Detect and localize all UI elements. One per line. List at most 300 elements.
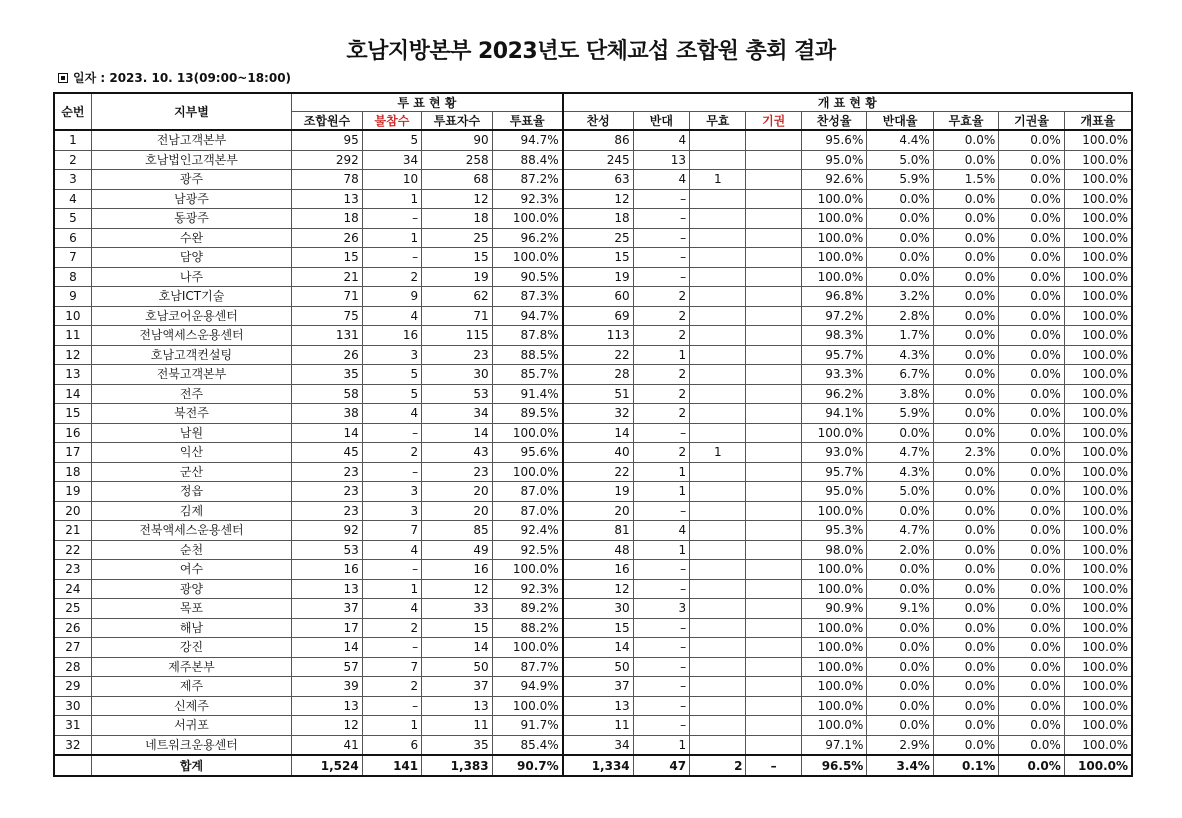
cell-seq: 16	[54, 423, 91, 443]
cell-invalid	[690, 345, 746, 365]
cell-turnout: 100.0%	[492, 423, 563, 443]
cell-yes-rate: 98.0%	[801, 540, 866, 560]
cell-invalid	[690, 501, 746, 521]
cell-voters: 11	[422, 716, 493, 736]
cell-members: 39	[292, 677, 363, 697]
cell-turnout: 87.8%	[492, 326, 563, 346]
cell-invalid	[690, 130, 746, 150]
cell-seq: 8	[54, 267, 91, 287]
cell-abstain-rate: 0.0%	[999, 618, 1064, 638]
cell-count-rate: 100.0%	[1064, 248, 1132, 268]
cell-members: 16	[292, 560, 363, 580]
cell-no: 3	[633, 599, 689, 619]
cell-abstain	[746, 404, 801, 424]
cell-absent: 7	[362, 521, 421, 541]
cell-no: 2	[633, 365, 689, 385]
cell-no: –	[633, 638, 689, 658]
cell-invalid	[690, 521, 746, 541]
header-abstain: 기권	[746, 112, 801, 131]
cell-count-rate: 100.0%	[1064, 716, 1132, 736]
cell-voters: 13	[422, 696, 493, 716]
cell-invalid-rate: 0.0%	[933, 501, 998, 521]
cell-turnout: 96.2%	[492, 228, 563, 248]
cell-absent: 1	[362, 716, 421, 736]
cell-count-rate: 100.0%	[1064, 130, 1132, 150]
cell-members: 45	[292, 443, 363, 463]
date-text: 일자 : 2023. 10. 13(09:00~18:00)	[73, 71, 292, 85]
cell-no-rate: 0.0%	[867, 560, 933, 580]
cell-count-rate: 100.0%	[1064, 579, 1132, 599]
cell-invalid-rate: 0.0%	[933, 599, 998, 619]
cell-yes-rate: 95.6%	[801, 130, 866, 150]
cell-members: 17	[292, 618, 363, 638]
cell-voters: 16	[422, 560, 493, 580]
cell-no: –	[633, 228, 689, 248]
cell-voters: 53	[422, 384, 493, 404]
cell-absent: 3	[362, 345, 421, 365]
cell-yes-rate: 100.0%	[801, 209, 866, 229]
cell-voters: 15	[422, 618, 493, 638]
total-no-rate: 3.4%	[867, 755, 933, 776]
cell-abstain-rate: 0.0%	[999, 716, 1064, 736]
cell-no: 4	[633, 521, 689, 541]
cell-invalid-rate: 0.0%	[933, 423, 998, 443]
table-row	[54, 618, 1132, 638]
cell-count-rate: 100.0%	[1064, 209, 1132, 229]
cell-abstain-rate: 0.0%	[999, 287, 1064, 307]
cell-voters: 14	[422, 423, 493, 443]
cell-no: 2	[633, 326, 689, 346]
cell-abstain-rate: 0.0%	[999, 228, 1064, 248]
cell-invalid-rate: 0.0%	[933, 735, 998, 755]
cell-branch: 전북고객본부	[91, 365, 291, 385]
cell-no: –	[633, 423, 689, 443]
cell-count-rate: 100.0%	[1064, 540, 1132, 560]
cell-members: 95	[292, 130, 363, 150]
cell-absent: –	[362, 638, 421, 658]
cell-voters: 115	[422, 326, 493, 346]
cell-branch: 전북액세스운용센터	[91, 521, 291, 541]
cell-invalid-rate: 0.0%	[933, 482, 998, 502]
header-votes-group: 투 표 현 황	[292, 93, 563, 112]
cell-invalid-rate: 0.0%	[933, 579, 998, 599]
cell-count-rate: 100.0%	[1064, 345, 1132, 365]
cell-no: 2	[633, 287, 689, 307]
cell-no-rate: 5.0%	[867, 482, 933, 502]
cell-turnout: 95.6%	[492, 443, 563, 463]
cell-members: 26	[292, 345, 363, 365]
cell-invalid	[690, 228, 746, 248]
cell-no: –	[633, 209, 689, 229]
cell-abstain-rate: 0.0%	[999, 209, 1064, 229]
cell-voters: 15	[422, 248, 493, 268]
header-seq: 순번	[54, 93, 91, 130]
cell-turnout: 89.5%	[492, 404, 563, 424]
cell-seq: 18	[54, 462, 91, 482]
cell-absent: 16	[362, 326, 421, 346]
table-row	[54, 170, 1132, 190]
cell-members: 14	[292, 423, 363, 443]
cell-no: –	[633, 618, 689, 638]
cell-yes-rate: 98.3%	[801, 326, 866, 346]
cell-no-rate: 5.9%	[867, 404, 933, 424]
cell-turnout: 91.7%	[492, 716, 563, 736]
date-line	[58, 69, 291, 86]
header-turnout: 투표율	[492, 112, 563, 131]
cell-voters: 23	[422, 462, 493, 482]
cell-no: 4	[633, 130, 689, 150]
header-abstain-rate: 기권율	[999, 112, 1064, 131]
cell-turnout: 87.0%	[492, 501, 563, 521]
cell-seq: 22	[54, 540, 91, 560]
cell-invalid-rate: 2.3%	[933, 443, 998, 463]
cell-abstain	[746, 501, 801, 521]
cell-members: 92	[292, 521, 363, 541]
cell-abstain-rate: 0.0%	[999, 384, 1064, 404]
table-row	[54, 287, 1132, 307]
cell-absent: 34	[362, 150, 421, 170]
cell-no: 1	[633, 482, 689, 502]
cell-no: 1	[633, 345, 689, 365]
cell-voters: 49	[422, 540, 493, 560]
cell-absent: 3	[362, 501, 421, 521]
cell-turnout: 100.0%	[492, 696, 563, 716]
cell-count-rate: 100.0%	[1064, 560, 1132, 580]
cell-no-rate: 2.0%	[867, 540, 933, 560]
cell-branch: 담양	[91, 248, 291, 268]
cell-yes: 48	[563, 540, 634, 560]
cell-absent: 1	[362, 189, 421, 209]
table-row	[54, 326, 1132, 346]
cell-abstain-rate: 0.0%	[999, 521, 1064, 541]
cell-members: 23	[292, 462, 363, 482]
cell-abstain	[746, 482, 801, 502]
header-count-rate: 개표율	[1064, 112, 1132, 131]
cell-yes-rate: 100.0%	[801, 423, 866, 443]
cell-count-rate: 100.0%	[1064, 287, 1132, 307]
cell-no-rate: 0.0%	[867, 209, 933, 229]
cell-no-rate: 0.0%	[867, 189, 933, 209]
cell-invalid-rate: 0.0%	[933, 228, 998, 248]
cell-seq: 6	[54, 228, 91, 248]
cell-invalid	[690, 306, 746, 326]
total-no: 47	[633, 755, 689, 776]
table-row	[54, 130, 1132, 150]
cell-abstain	[746, 443, 801, 463]
cell-invalid	[690, 618, 746, 638]
table-row	[54, 521, 1132, 541]
cell-yes: 30	[563, 599, 634, 619]
cell-seq: 7	[54, 248, 91, 268]
cell-turnout: 87.0%	[492, 482, 563, 502]
cell-yes: 40	[563, 443, 634, 463]
cell-invalid	[690, 267, 746, 287]
cell-invalid	[690, 735, 746, 755]
cell-count-rate: 100.0%	[1064, 326, 1132, 346]
cell-yes-rate: 100.0%	[801, 248, 866, 268]
cell-yes-rate: 96.8%	[801, 287, 866, 307]
cell-no-rate: 4.4%	[867, 130, 933, 150]
cell-yes: 15	[563, 248, 634, 268]
cell-voters: 19	[422, 267, 493, 287]
cell-voters: 43	[422, 443, 493, 463]
cell-no-rate: 4.3%	[867, 345, 933, 365]
cell-abstain	[746, 170, 801, 190]
cell-turnout: 87.7%	[492, 657, 563, 677]
cell-abstain	[746, 599, 801, 619]
cell-abstain-rate: 0.0%	[999, 248, 1064, 268]
cell-yes: 22	[563, 345, 634, 365]
cell-seq: 11	[54, 326, 91, 346]
cell-abstain-rate: 0.0%	[999, 326, 1064, 346]
cell-yes-rate: 93.0%	[801, 443, 866, 463]
table-row	[54, 150, 1132, 170]
cell-abstain	[746, 267, 801, 287]
cell-branch: 북전주	[91, 404, 291, 424]
total-abstain-rate: 0.0%	[999, 755, 1064, 776]
table-row	[54, 384, 1132, 404]
cell-branch: 익산	[91, 443, 291, 463]
cell-voters: 50	[422, 657, 493, 677]
cell-seq: 23	[54, 560, 91, 580]
cell-branch: 목포	[91, 599, 291, 619]
table-row	[54, 423, 1132, 443]
cell-voters: 71	[422, 306, 493, 326]
cell-seq: 29	[54, 677, 91, 697]
cell-voters: 25	[422, 228, 493, 248]
cell-turnout: 92.3%	[492, 189, 563, 209]
cell-abstain-rate: 0.0%	[999, 404, 1064, 424]
total-turnout: 90.7%	[492, 755, 563, 776]
cell-seq: 31	[54, 716, 91, 736]
cell-invalid	[690, 365, 746, 385]
cell-abstain	[746, 735, 801, 755]
cell-yes-rate: 97.2%	[801, 306, 866, 326]
cell-abstain-rate: 0.0%	[999, 462, 1064, 482]
cell-yes-rate: 90.9%	[801, 599, 866, 619]
cell-no-rate: 0.0%	[867, 501, 933, 521]
cell-abstain-rate: 0.0%	[999, 345, 1064, 365]
cell-abstain	[746, 423, 801, 443]
cell-absent: –	[362, 248, 421, 268]
cell-absent: 4	[362, 306, 421, 326]
cell-seq: 4	[54, 189, 91, 209]
cell-members: 21	[292, 267, 363, 287]
square-bullet-icon	[58, 73, 68, 83]
cell-voters: 85	[422, 521, 493, 541]
cell-seq: 9	[54, 287, 91, 307]
cell-count-rate: 100.0%	[1064, 170, 1132, 190]
cell-no-rate: 4.7%	[867, 443, 933, 463]
cell-invalid-rate: 0.0%	[933, 462, 998, 482]
cell-abstain-rate: 0.0%	[999, 423, 1064, 443]
cell-abstain	[746, 560, 801, 580]
cell-yes: 32	[563, 404, 634, 424]
table-row	[54, 404, 1132, 424]
cell-absent: –	[362, 423, 421, 443]
cell-invalid	[690, 696, 746, 716]
table-row	[54, 716, 1132, 736]
cell-abstain	[746, 228, 801, 248]
cell-branch: 신제주	[91, 696, 291, 716]
cell-no: 4	[633, 170, 689, 190]
cell-yes: 16	[563, 560, 634, 580]
cell-no: –	[633, 267, 689, 287]
cell-branch: 호남법인고객본부	[91, 150, 291, 170]
cell-turnout: 100.0%	[492, 248, 563, 268]
cell-abstain	[746, 150, 801, 170]
cell-invalid-rate: 1.5%	[933, 170, 998, 190]
cell-turnout: 100.0%	[492, 462, 563, 482]
cell-voters: 35	[422, 735, 493, 755]
cell-no-rate: 0.0%	[867, 638, 933, 658]
cell-yes: 25	[563, 228, 634, 248]
cell-branch: 전남액세스운용센터	[91, 326, 291, 346]
cell-branch: 광양	[91, 579, 291, 599]
cell-no-rate: 0.0%	[867, 423, 933, 443]
cell-no-rate: 2.8%	[867, 306, 933, 326]
cell-absent: 1	[362, 579, 421, 599]
cell-branch: 군산	[91, 462, 291, 482]
cell-yes: 18	[563, 209, 634, 229]
cell-count-rate: 100.0%	[1064, 638, 1132, 658]
header-no: 반대	[633, 112, 689, 131]
cell-no: 1	[633, 462, 689, 482]
cell-branch: 호남고객컨설팅	[91, 345, 291, 365]
cell-no: –	[633, 677, 689, 697]
cell-invalid-rate: 0.0%	[933, 189, 998, 209]
cell-yes: 113	[563, 326, 634, 346]
cell-abstain-rate: 0.0%	[999, 482, 1064, 502]
cell-yes-rate: 95.3%	[801, 521, 866, 541]
cell-yes: 81	[563, 521, 634, 541]
table-row	[54, 345, 1132, 365]
cell-yes-rate: 100.0%	[801, 696, 866, 716]
cell-invalid	[690, 209, 746, 229]
cell-yes: 60	[563, 287, 634, 307]
table-row	[54, 540, 1132, 560]
cell-invalid	[690, 540, 746, 560]
cell-yes: 37	[563, 677, 634, 697]
cell-invalid	[690, 638, 746, 658]
total-absent: 141	[362, 755, 421, 776]
cell-invalid	[690, 482, 746, 502]
total-yes-rate: 96.5%	[801, 755, 866, 776]
header-invalid-rate: 무효율	[933, 112, 998, 131]
cell-yes-rate: 95.0%	[801, 150, 866, 170]
cell-invalid-rate: 0.0%	[933, 267, 998, 287]
total-invalid-rate: 0.1%	[933, 755, 998, 776]
cell-invalid	[690, 404, 746, 424]
cell-members: 13	[292, 696, 363, 716]
cell-branch: 해남	[91, 618, 291, 638]
cell-voters: 12	[422, 579, 493, 599]
table-row	[54, 579, 1132, 599]
cell-absent: –	[362, 696, 421, 716]
cell-members: 71	[292, 287, 363, 307]
header-absent: 불참수	[362, 112, 421, 131]
cell-abstain	[746, 326, 801, 346]
cell-invalid	[690, 560, 746, 580]
cell-seq: 14	[54, 384, 91, 404]
header-count-group: 개 표 현 황	[563, 93, 1132, 112]
cell-invalid	[690, 462, 746, 482]
cell-count-rate: 100.0%	[1064, 618, 1132, 638]
cell-invalid-rate: 0.0%	[933, 326, 998, 346]
cell-invalid-rate: 0.0%	[933, 638, 998, 658]
cell-no-rate: 3.8%	[867, 384, 933, 404]
cell-count-rate: 100.0%	[1064, 150, 1132, 170]
table-row	[54, 482, 1132, 502]
cell-absent: 2	[362, 443, 421, 463]
table-row	[54, 560, 1132, 580]
cell-abstain	[746, 130, 801, 150]
cell-absent: 1	[362, 228, 421, 248]
cell-count-rate: 100.0%	[1064, 657, 1132, 677]
cell-abstain-rate: 0.0%	[999, 365, 1064, 385]
cell-members: 131	[292, 326, 363, 346]
cell-absent: 5	[362, 365, 421, 385]
cell-count-rate: 100.0%	[1064, 482, 1132, 502]
cell-no: –	[633, 657, 689, 677]
cell-no-rate: 3.2%	[867, 287, 933, 307]
header-yes: 찬성	[563, 112, 634, 131]
cell-voters: 68	[422, 170, 493, 190]
cell-no-rate: 0.0%	[867, 657, 933, 677]
cell-yes: 34	[563, 735, 634, 755]
cell-yes-rate: 100.0%	[801, 267, 866, 287]
table-row	[54, 443, 1132, 463]
cell-invalid-rate: 0.0%	[933, 365, 998, 385]
cell-voters: 33	[422, 599, 493, 619]
cell-seq: 25	[54, 599, 91, 619]
cell-branch: 수완	[91, 228, 291, 248]
cell-yes: 63	[563, 170, 634, 190]
table-row	[54, 189, 1132, 209]
cell-seq: 2	[54, 150, 91, 170]
cell-invalid-rate: 0.0%	[933, 521, 998, 541]
cell-members: 75	[292, 306, 363, 326]
cell-yes: 20	[563, 501, 634, 521]
cell-invalid	[690, 657, 746, 677]
cell-absent: –	[362, 560, 421, 580]
cell-no-rate: 0.0%	[867, 696, 933, 716]
cell-yes: 22	[563, 462, 634, 482]
cell-no: –	[633, 579, 689, 599]
cell-voters: 12	[422, 189, 493, 209]
cell-yes: 12	[563, 189, 634, 209]
total-count-rate: 100.0%	[1064, 755, 1132, 776]
cell-voters: 34	[422, 404, 493, 424]
cell-count-rate: 100.0%	[1064, 306, 1132, 326]
cell-invalid	[690, 326, 746, 346]
cell-invalid	[690, 579, 746, 599]
cell-yes-rate: 95.7%	[801, 345, 866, 365]
cell-invalid	[690, 599, 746, 619]
cell-branch: 남광주	[91, 189, 291, 209]
cell-yes-rate: 93.3%	[801, 365, 866, 385]
cell-invalid-rate: 0.0%	[933, 130, 998, 150]
total-members: 1,524	[292, 755, 363, 776]
cell-invalid-rate: 0.0%	[933, 540, 998, 560]
cell-abstain	[746, 384, 801, 404]
table-row	[54, 599, 1132, 619]
cell-invalid-rate: 0.0%	[933, 287, 998, 307]
cell-count-rate: 100.0%	[1064, 189, 1132, 209]
cell-seq: 17	[54, 443, 91, 463]
header-invalid: 무효	[690, 112, 746, 131]
cell-absent: 4	[362, 599, 421, 619]
